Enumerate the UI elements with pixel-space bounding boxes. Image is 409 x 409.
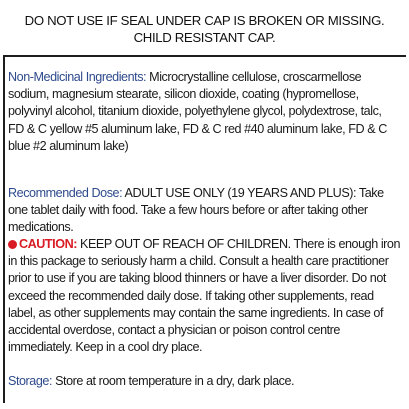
caution-section [8,236,400,356]
child-resistant-cap-notice: CHILD RESISTANT CAP. [133,30,276,45]
caution-bullet-icon [8,240,17,249]
seal-warning-line-1: DO NOT USE IF SEAL UNDER CAP IS BROKEN OR MISSING. [24,13,385,28]
dose-text: ADULT USE ONLY (19 YEARS AND PLUS): Take one tablet daily with food. Take a few hours before or after taking other medications. [8,186,384,235]
caution-heading: CAUTION: [19,237,77,251]
caution-text: KEEP OUT OF REACH OF CHILDREN. There is enough iron in this package to seriously harm a child. Consult a health care practitioner prior to use if you are taking blood thinners or have a liver disorder. Do not exceed the recommended daily dose. If taking other supplements, read label, as other supplements may contain the same ingredients. In case of accidental overdose, contact a physician or poison control centre immediately. Keep in a cool dry place. [8,237,401,355]
storage-heading: Storage: [8,374,53,388]
dose-heading: Recommended Dose: [8,186,123,200]
storage-text: Store at room temperature in a dry, dark place. [52,374,295,388]
storage-section [8,373,400,390]
ingredients-heading: Non-Medicinal Ingredients: [8,70,147,84]
dose-section [8,185,400,237]
seal-warning [0,12,409,46]
ingredients-section [8,69,400,155]
ingredients-text: Microcrystalline cellulose, croscarmellose sodium, magnesium stearate, silicon dioxide, coating (hypromellose, polyvinyl alcohol, titanium dioxide, polyethylene glycol, polydextrose, talc, FD & C yellow #5 aluminum lake, FD & C red #40 aluminum lake, FD & C blue #2 aluminum lake) [8,70,387,153]
